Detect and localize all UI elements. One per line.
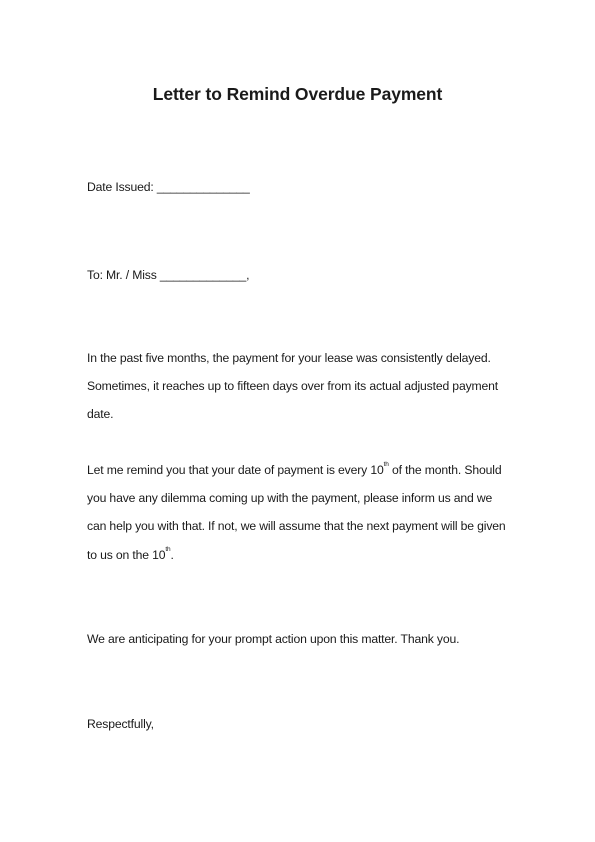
paragraph1-line1: In the past five months, the payment for your lease was consistently delayed.: [87, 351, 491, 365]
paragraph2-line4-text-b: .: [170, 548, 174, 562]
closing-sentence: We are anticipating for your prompt action upon this matter. Thank you.: [87, 632, 460, 646]
paragraph2-line3: can help you with that. If not, we will assume that the next payment will be given: [87, 519, 506, 533]
paragraph2-line1-superscript: th: [383, 461, 389, 468]
recipient-line: To: Mr. / Miss _____________,: [87, 268, 250, 282]
date-issued-line: Date Issued: ______________: [87, 180, 250, 194]
paragraph2-line1: [87, 463, 501, 477]
paragraph2-line2: you have any dilemma coming up with the payment, please inform us and we: [87, 491, 493, 505]
paragraph2-line4-superscript: th: [165, 546, 171, 553]
paragraph1-line2: Sometimes, it reaches up to fifteen days over from its actual adjusted payment: [87, 379, 499, 393]
paragraph1-line3: date.: [87, 407, 114, 421]
paragraph2-line4: [87, 548, 174, 562]
sign-off: Respectfully,: [87, 717, 154, 731]
paragraph2-line1-text-a: Let me remind you that your date of payment is every 10: [87, 463, 384, 477]
paragraph2-line4-text-a: to us on the 10: [87, 548, 166, 562]
letter-title: Letter to Remind Overdue Payment: [152, 84, 443, 104]
paragraph2-line1-text-b: of the month. Should: [388, 463, 502, 477]
